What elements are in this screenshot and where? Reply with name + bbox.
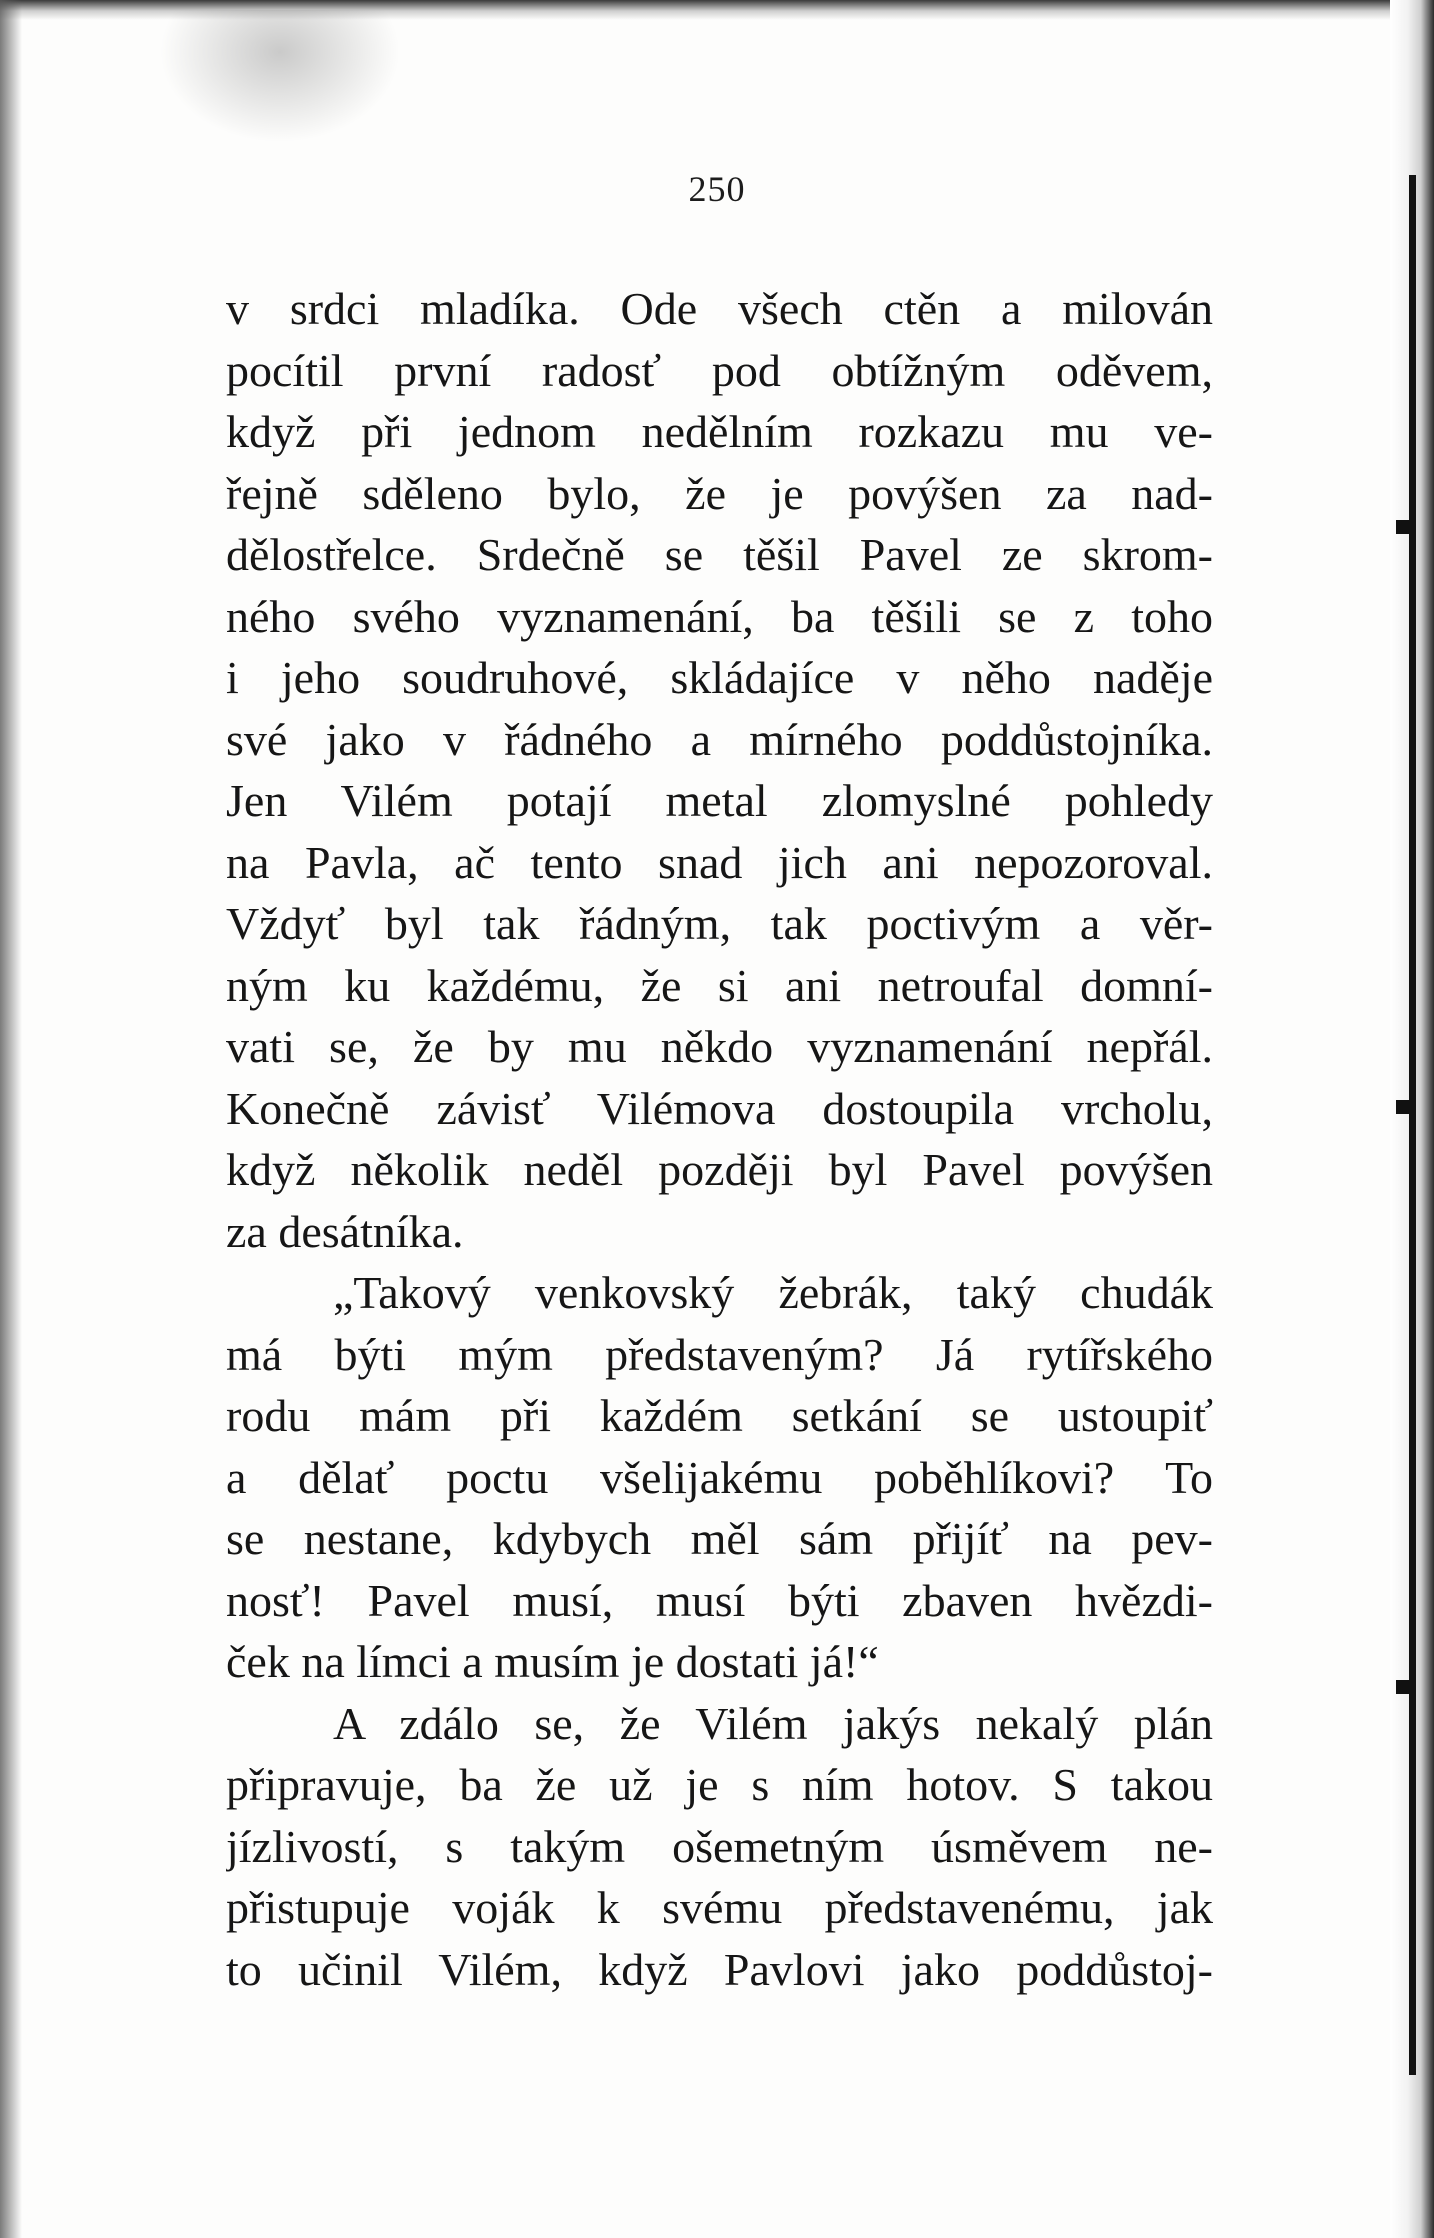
text-line: Vždyť byl tak řádným, tak poctivým a věr- — [226, 898, 1213, 949]
binding-edge-notch — [1396, 1100, 1416, 1114]
text-line: za desátníka. — [226, 1205, 464, 1257]
text-line: to učinil Vilém, když Pavlovi jako poddůstoj- — [226, 1943, 1213, 1995]
text-line: má býti mým představeným? Já rytířského — [226, 1328, 1213, 1380]
text-line: nosť! Pavel musí, musí býti zbaven hvězdi- — [226, 1574, 1213, 1626]
text-line: pocítil první radosť pod obtížným oděvem, — [226, 344, 1213, 396]
text-line: řejně sděleno bylo, že je povýšen za nad- — [226, 467, 1213, 519]
text-line: přistupuje voják k svému představenému, jak — [226, 1882, 1213, 1933]
text-line: ček na límci a musím je dostati já!“ — [226, 1636, 879, 1687]
text-line: vati se, že by mu někdo vyznamenání nepřál. — [226, 1021, 1213, 1072]
text-line: na Pavla, ač tento snad jich ani nepozoroval. — [226, 836, 1213, 888]
text-line: v srdci mladíka. Ode všech ctěn a milován — [226, 283, 1213, 334]
binding-edge-line — [1409, 175, 1416, 2075]
text-line: Jen Vilém potají metal zlomyslné pohledy — [226, 775, 1213, 826]
text-line: ného svého vyznamenání, ba těšili se z toho — [226, 590, 1213, 642]
binding-edge-notch — [1396, 1680, 1416, 1694]
text-line: „Takový venkovský žebrák, taký chudák — [333, 1267, 1213, 1318]
text-line: ným ku každému, že si ani netroufal domní- — [226, 959, 1213, 1011]
text-line: se nestane, kdybych měl sám přijíť na pev- — [226, 1513, 1213, 1564]
page-number: 250 — [688, 169, 746, 209]
text-line: své jako v řádného a mírného poddůstojníka. — [226, 713, 1213, 765]
text-line: rodu mám při každém setkání se ustoupiť — [226, 1390, 1213, 1441]
text-line: a dělať poctu všelijakému poběhlíkovi? To — [226, 1451, 1213, 1503]
text-line: Konečně závisť Vilémova dostoupila vrcholu, — [226, 1082, 1213, 1134]
scan-smudge — [150, 10, 410, 150]
text-line: dělostřelce. Srdečně se těšil Pavel ze skrom- — [226, 529, 1213, 580]
binding-edge-notch — [1396, 520, 1416, 534]
text-line: připravuje, ba že už je s ním hotov. S takou — [226, 1759, 1213, 1810]
text-line: A zdálo se, že Vilém jakýs nekalý plán — [333, 1697, 1213, 1749]
body-text — [226, 278, 1213, 2000]
scan-left-shadow — [0, 0, 22, 2238]
text-line: i jeho soudruhové, skládajíce v něho naděje — [226, 652, 1213, 703]
text-line: jízlivostí, s takým ošemetným úsměvem ne- — [226, 1820, 1213, 1872]
text-line: když několik neděl později byl Pavel povýšen — [226, 1144, 1213, 1195]
text-line: když při jednom nedělním rozkazu mu ve- — [226, 406, 1213, 457]
